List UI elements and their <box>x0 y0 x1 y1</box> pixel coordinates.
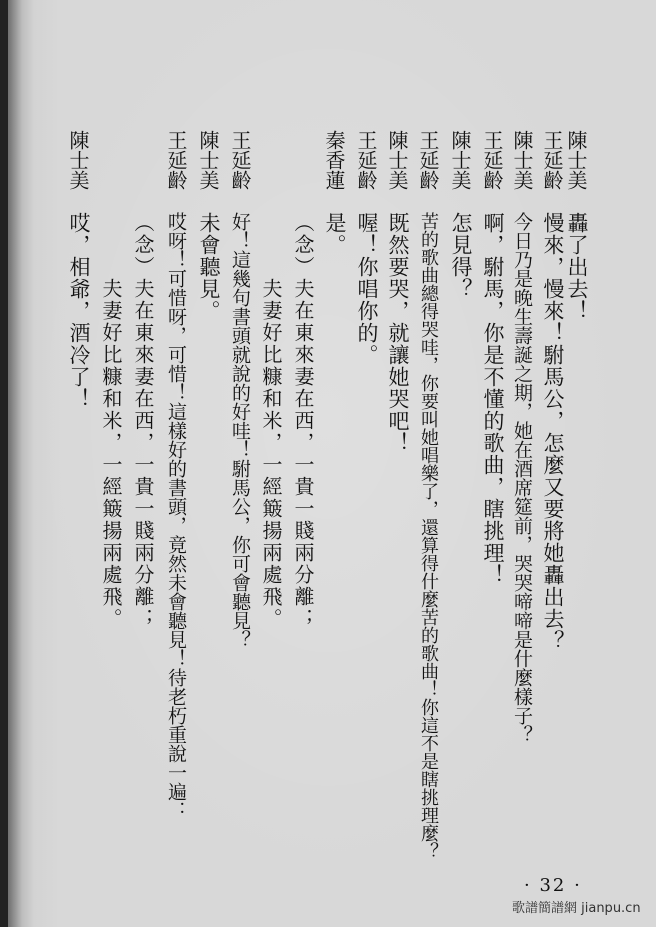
dialogue-line: 好！這幾句書頭就說的好哇！駙馬公，你可會聽見？ <box>229 212 251 649</box>
verse-line: （念）夫在東來妻在西，一貴一賤兩分離； <box>291 212 315 630</box>
speaker-name: 王延齡 <box>164 130 188 190</box>
speaker-name: 陳士美 <box>385 130 409 190</box>
speaker-name: 陳士美 <box>196 130 220 190</box>
dialogue-line: 既然要哭，就讓她哭吧！ <box>386 212 410 454</box>
speaker-name: 陳士美 <box>448 130 472 190</box>
speaker-name: 陳士美 <box>510 130 534 190</box>
speaker-name: 王延齡 <box>480 130 504 190</box>
dialogue-line: 今日乃是晚生壽誕之期，她在酒席筵前，哭哭啼啼是什麼樣子？ <box>511 212 533 744</box>
speaker-name: 王延齡 <box>228 130 252 190</box>
dialogue-line: 啊，駙馬，你是不懂的歌曲，瞎挑理！ <box>481 212 505 586</box>
speaker-name: 王延齡 <box>354 130 378 190</box>
verse-line: （念）夫在東來妻在西，一貴一賤兩分離； <box>131 212 155 630</box>
book-spine <box>0 0 8 927</box>
dialogue-line: 轟了出去！ <box>565 212 589 322</box>
verse-line: 夫妻好比糠和米，一經簸揚兩處飛。 <box>99 212 123 630</box>
dialogue-line: 慢來，慢來！駙馬公，怎麼又要將她轟出去？ <box>541 212 565 652</box>
dialogue-line: 喔！你唱你的。 <box>355 212 379 366</box>
watermark: 歌譜簡譜網 jianpu.cn <box>512 901 641 916</box>
speaker-name: 王延齡 <box>540 130 564 190</box>
dialogue-line: 哎呀！可惜呀，可惜！這樣好的書頭，竟然未會聽見！待老朽重說一遍： <box>165 212 187 820</box>
dialogue-line: 哎，相爺，酒冷了！ <box>67 212 91 410</box>
speaker-name: 陳士美 <box>66 130 90 190</box>
speaker-name: 王延齡 <box>416 130 440 190</box>
dialogue-line: 苦的歌曲總得哭哇，你要叫她唱樂了，還算得什麼苦的歌曲！你這不是瞎挑理麼？ <box>418 212 439 860</box>
speaker-name: 秦香蓮 <box>322 130 346 190</box>
verse-line: 夫妻好比糠和米，一經簸揚兩處飛。 <box>259 212 283 630</box>
speaker-name: 陳士美 <box>564 130 588 190</box>
dialogue-line: 是。 <box>323 212 347 256</box>
dialogue-line: 怎見得？ <box>449 212 473 300</box>
dialogue-line: 未會聽見。 <box>197 212 221 322</box>
page-number: · 32 · <box>524 875 582 896</box>
